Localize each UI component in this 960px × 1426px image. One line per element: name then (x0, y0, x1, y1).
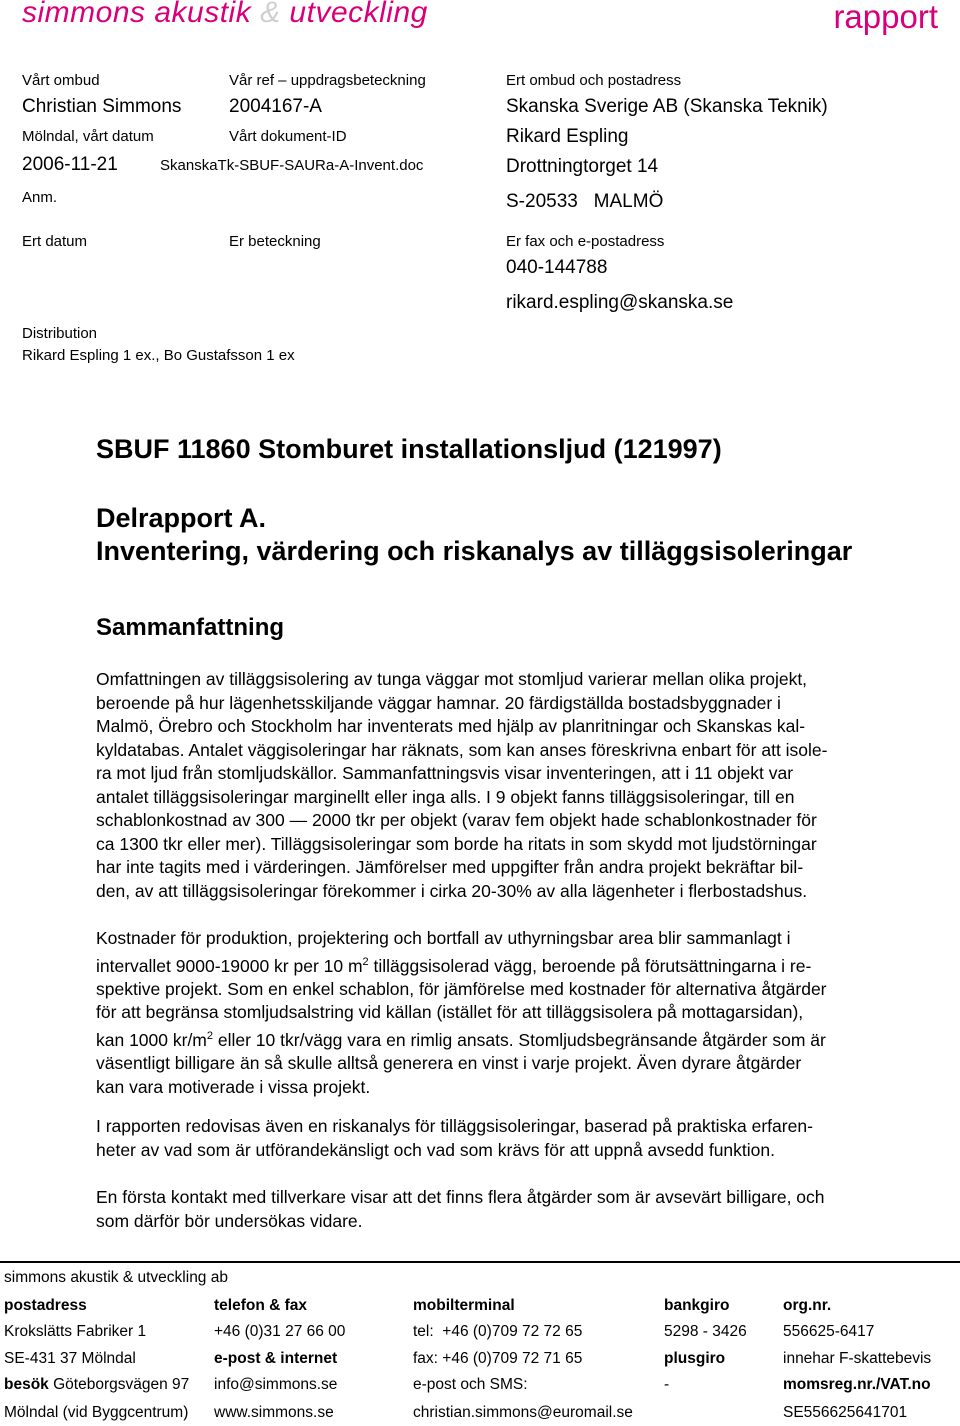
footer-orgnr: 556625-6417 (783, 1323, 875, 1340)
your-date-label: Ert datum (22, 233, 88, 250)
footer-postal-heading: postadress (4, 1297, 87, 1314)
doc-id: SkanskaTk-SBUF-SAURa-A-Invent.doc (160, 157, 424, 174)
brand-name: simmons akustik (22, 0, 252, 29)
text-line: I rapporten redovisas även en riskanalys för tilläggsisoleringar, baserad på praktiska erfaren- (96, 1116, 813, 1136)
text-line: heter av vad som är utförandekänsligt och vad som krävs för att uppnå avsedd funktion. (96, 1139, 775, 1160)
text-line: har inte tagits med i värderingen. Jämförelser med uppgifter från andra projekt bekräftar bil- (96, 857, 804, 877)
footer-vat-heading: momsreg.nr./VAT.no (783, 1376, 931, 1393)
footer-bankgiro: 5298 - 3426 (664, 1323, 747, 1340)
recipient-label: Ert ombud och postadress (506, 72, 682, 89)
text-line: ra mot ljud från stomljudskällor. Sammanfattningsvis visar inventeringen, att i 11 objekt var (96, 763, 794, 783)
brand-ampersand: & (260, 0, 281, 29)
fax-email-label: Er fax och e-postadress (506, 233, 665, 250)
text-line: kyldatabas. Antalet väggisoleringar har räknats, som kan anses föreskrivna enbart för att isole- (96, 739, 828, 760)
text-line: beroende på hur lägenhetsskiljande väggar hamnar. 20 färdigställda bostadsbyggnader i (96, 692, 781, 713)
footer-phone-heading: telefon & fax (214, 1297, 308, 1314)
our-date: 2006-11-21 (22, 154, 118, 175)
our-date-label: Mölndal, vårt datum (22, 128, 154, 145)
footer-phone: +46 (0)31 27 66 00 (214, 1323, 346, 1340)
footer-divider (0, 1261, 960, 1263)
our-ref: 2004167-A (229, 96, 322, 117)
recipient-line: Skanska Sverige AB (Skanska Teknik) (506, 96, 828, 117)
text-line: antalet tilläggsisoleringar marginellt eller inga alls. I 9 objekt fanns tilläggsisoleringar, till en (96, 786, 795, 807)
text-span: intervallet 9000-19000 kr per 10 m (96, 955, 363, 976)
text-line: En första kontakt med tillverkare visar att det finns flera åtgärder som är avsevärt billigare, och (96, 1187, 825, 1207)
superscript: 2 (206, 1029, 214, 1042)
report-subtitle-topic: Inventering, värdering och riskanalys av tilläggsisoleringar (96, 536, 853, 566)
text-span: eller 10 tkr/vägg vara en rimlig ansats. Stomljudsbegränsande åtgärder som är (213, 1029, 826, 1050)
footer-website-link[interactable]: www.simmons.se (214, 1404, 334, 1421)
text-line (96, 1025, 956, 1052)
note-label: Anm. (22, 189, 58, 206)
your-ref-label: Er beteckning (229, 233, 321, 250)
footer-mobile-tel: tel: +46 (0)709 72 72 65 (413, 1323, 583, 1340)
superscript: 2 (362, 955, 369, 968)
footer-company: simmons akustik & utveckling ab (4, 1269, 228, 1286)
footer-mobile-email-link[interactable]: christian.simmons@euromail.se (413, 1404, 633, 1421)
text-line (96, 951, 956, 978)
footer-postal-line: Krokslätts Fabriker 1 (4, 1323, 147, 1340)
recipient-line: Rikard Espling (506, 126, 629, 147)
text-line: den, av att tilläggsisoleringar förekommer i cirka 20-30% av alla lägenheter i flerbostadshus. (96, 880, 808, 901)
our-agent: Christian Simmons (22, 96, 182, 117)
footer-plusgiro-heading: plusgiro (664, 1350, 726, 1367)
summary-paragraph-4 (96, 1186, 956, 1233)
text-line: som därför bör undersökas vidare. (96, 1210, 363, 1231)
document-type: rapport (833, 0, 938, 35)
footer-bankgiro-heading: bankgiro (664, 1297, 730, 1314)
recipient-line: Drottningtorget 14 (506, 156, 659, 177)
text-line: väsentligt billigare än så skulle alltså generera en vinst i varje projekt. Även dyrare åtgärder (96, 1053, 802, 1074)
doc-id-label: Vårt dokument-ID (229, 128, 347, 145)
footer-visit-address: Göteborgsvägen 97 (48, 1376, 190, 1393)
text-line: Omfattningen av tilläggsisolering av tunga väggar mot stomljud varierar mellan olika projekt, (96, 669, 808, 689)
recipient-line: S-20533 MALMÖ (506, 191, 664, 212)
footer-mobile-heading: mobilterminal (413, 1297, 515, 1314)
summary-paragraph-1 (96, 668, 956, 903)
text-line: schablonkostnad av 300 — 2000 tkr per objekt (varav fem objekt hade schablonkostnader för (96, 810, 817, 830)
text-span: kan 1000 kr/m (96, 1029, 207, 1050)
text-line: för att begränsa stomljudsalstring vid källan (istället för att tilläggsisolera på mottagarsidan), (96, 1002, 804, 1023)
footer-visit-label: besök (4, 1376, 49, 1393)
summary-paragraph-3 (96, 1115, 956, 1162)
footer-email-heading: e-post & internet (214, 1350, 338, 1367)
text-line: Kostnader för produktion, projektering och bortfall av uthyrningsbar area blir sammanlagt i (96, 928, 791, 948)
footer-orgnr-heading: org.nr. (783, 1297, 832, 1314)
text-line: Malmö, Örebro och Stockholm har inventerats med hjälp av planritningar och Skanskas kal- (96, 716, 806, 736)
report-title: SBUF 11860 Stomburet installationsljud (121997) (96, 434, 722, 464)
report-subtitle: Delrapport A. (96, 503, 267, 533)
footer-vat: SE556625641701 (783, 1404, 908, 1421)
distribution: Rikard Espling 1 ex., Bo Gustafsson 1 ex (22, 347, 295, 364)
footer-plusgiro: - (664, 1376, 670, 1393)
brand-tail: utveckling (289, 0, 428, 29)
footer-tax-note: innehar F-skattebevis (783, 1350, 932, 1367)
distribution-label: Distribution (22, 325, 98, 342)
text-span: tilläggsisolerad vägg, beroende på förutsättningarna i re- (368, 955, 812, 976)
text-line: ca 1300 tkr eller mer). Tilläggsisoleringar som borde ha ritats in som skydd mot ljudstörningar (96, 833, 817, 854)
brand-logo (22, 0, 428, 30)
footer-sms-label: e-post och SMS: (413, 1376, 528, 1393)
text-line: kan vara motiverade i vissa projekt. (96, 1076, 371, 1097)
footer-visit (4, 1376, 189, 1394)
recipient-email: rikard.espling@skanska.se (506, 292, 734, 313)
summary-heading: Sammanfattning (96, 614, 285, 641)
footer-email-link[interactable]: info@simmons.se (214, 1376, 338, 1393)
footer-mobile-fax: fax: +46 (0)709 72 71 65 (413, 1350, 583, 1367)
recipient-fax: 040-144788 (506, 257, 608, 278)
our-ref-label: Vår ref – uppdragsbeteckning (229, 72, 426, 89)
our-agent-label: Vårt ombud (22, 72, 100, 89)
footer-visit-note: Mölndal (vid Byggcentrum) (4, 1404, 189, 1421)
footer-postal-line: SE-431 37 Mölndal (4, 1350, 136, 1367)
summary-paragraph-2 (96, 927, 956, 1099)
text-line: spektive projekt. Som en enkel schablon, för jämförelse med kostnader för alternativa åtgärder (96, 978, 827, 999)
